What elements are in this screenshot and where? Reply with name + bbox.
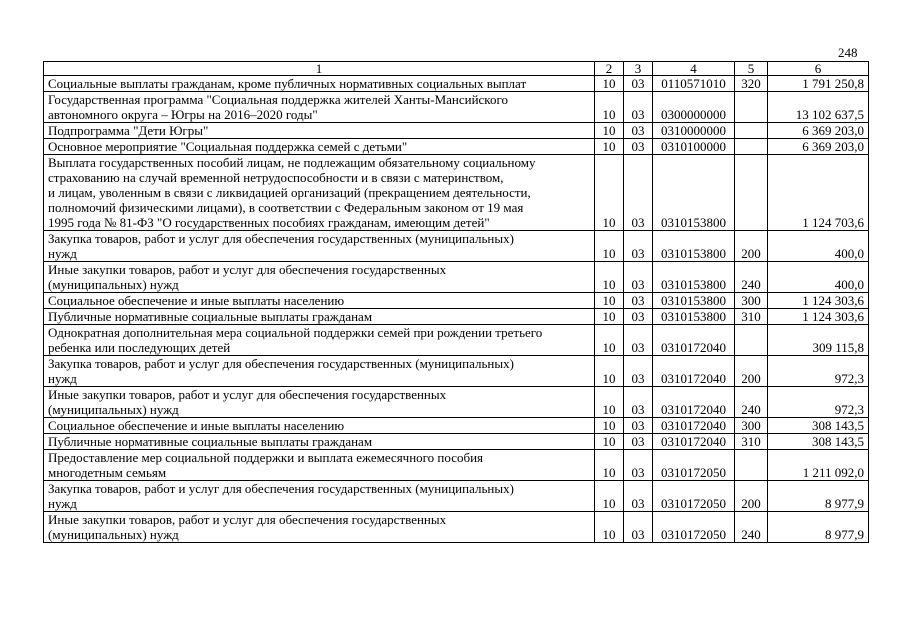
row-subsection: 03 [624,512,653,543]
row-name: Социальное обеспечение и иные выплаты населению [44,293,595,309]
row-expense-type: 300 [735,418,768,434]
row-section: 10 [595,356,624,387]
table-row [44,262,869,293]
row-expense-type [735,450,768,481]
row-expense-type: 310 [735,309,768,325]
row-subsection: 03 [624,387,653,418]
row-target-code: 0310172040 [653,418,735,434]
header-col-2: 2 [595,62,624,76]
row-expense-type: 200 [735,481,768,512]
row-target-code: 0310172050 [653,450,735,481]
row-section: 10 [595,123,624,139]
row-amount: 1 211 092,0 [768,450,869,481]
row-amount: 6 369 203,0 [768,123,869,139]
row-target-code: 0310172050 [653,512,735,543]
row-amount: 6 369 203,0 [768,139,869,155]
row-amount: 308 143,5 [768,434,869,450]
table-row [44,76,869,92]
row-expense-type: 200 [735,356,768,387]
row-amount: 8 977,9 [768,512,869,543]
row-amount: 8 977,9 [768,481,869,512]
row-amount: 1 791 250,8 [768,76,869,92]
row-target-code: 0310153800 [653,293,735,309]
row-name: Социальные выплаты гражданам, кроме публичных нормативных социальных выплат [44,76,595,92]
row-target-code: 0300000000 [653,92,735,123]
table-row [44,309,869,325]
row-expense-type [735,155,768,231]
row-section: 10 [595,512,624,543]
row-target-code: 0310172040 [653,434,735,450]
row-subsection: 03 [624,123,653,139]
row-name: Предоставление мер социальной поддержки и выплата ежемесячного пособия многодетным семьям [44,450,595,481]
row-expense-type [735,325,768,356]
row-target-code: 0310000000 [653,123,735,139]
row-expense-type: 310 [735,434,768,450]
row-name: Подпрограмма "Дети Югры" [44,123,595,139]
row-target-code: 0310153800 [653,155,735,231]
table-row [44,512,869,543]
row-target-code: 0110571010 [653,76,735,92]
row-section: 10 [595,325,624,356]
row-section: 10 [595,92,624,123]
row-expense-type [735,123,768,139]
row-amount: 972,3 [768,387,869,418]
row-target-code: 0310153800 [653,262,735,293]
row-subsection: 03 [624,293,653,309]
row-section: 10 [595,481,624,512]
row-subsection: 03 [624,356,653,387]
table-row [44,434,869,450]
table-row [44,481,869,512]
header-col-4: 4 [653,62,735,76]
row-amount: 400,0 [768,262,869,293]
row-subsection: 03 [624,76,653,92]
row-subsection: 03 [624,262,653,293]
row-section: 10 [595,293,624,309]
row-subsection: 03 [624,139,653,155]
row-section: 10 [595,139,624,155]
table-row [44,231,869,262]
row-section: 10 [595,76,624,92]
row-subsection: 03 [624,325,653,356]
row-subsection: 03 [624,481,653,512]
row-amount: 1 124 703,6 [768,155,869,231]
row-section: 10 [595,434,624,450]
row-section: 10 [595,450,624,481]
header-col-6: 6 [768,62,869,76]
row-section: 10 [595,155,624,231]
row-name: Публичные нормативные социальные выплаты гражданам [44,309,595,325]
row-expense-type [735,139,768,155]
row-section: 10 [595,309,624,325]
row-section: 10 [595,262,624,293]
row-expense-type: 200 [735,231,768,262]
table-row [44,356,869,387]
budget-table [43,61,869,543]
row-amount: 308 143,5 [768,418,869,434]
row-section: 10 [595,231,624,262]
row-subsection: 03 [624,450,653,481]
table-body [44,62,869,543]
row-target-code: 0310153800 [653,231,735,262]
row-name: Иные закупки товаров, работ и услуг для обеспечения государственных (муниципальных) нужд [44,512,595,543]
row-name: Закупка товаров, работ и услуг для обеспечения государственных (муниципальных) нужд [44,356,595,387]
row-amount: 972,3 [768,356,869,387]
row-target-code: 0310100000 [653,139,735,155]
table-row [44,387,869,418]
row-amount: 1 124 303,6 [768,293,869,309]
row-name: Однократная дополнительная мера социальной поддержки семей при рождении третьего ребенка или последующих детей [44,325,595,356]
row-subsection: 03 [624,309,653,325]
row-name: Государственная программа "Социальная поддержка жителей Ханты-Мансийского автономного округа – Югры на 2016–2020 годы" [44,92,595,123]
row-name: Иные закупки товаров, работ и услуг для обеспечения государственных (муниципальных) нужд [44,262,595,293]
row-target-code: 0310172040 [653,325,735,356]
row-expense-type [735,92,768,123]
row-name: Закупка товаров, работ и услуг для обеспечения государственных (муниципальных) нужд [44,481,595,512]
row-subsection: 03 [624,434,653,450]
table-row [44,92,869,123]
header-col-5: 5 [735,62,768,76]
row-expense-type: 240 [735,262,768,293]
row-subsection: 03 [624,155,653,231]
row-expense-type: 240 [735,387,768,418]
row-name: Выплата государственных пособий лицам, не подлежащим обязательному социальному страхованию на случай временной нетрудоспособности и в связи с материнством, и лицам, уволенным в связи с ликвидацией организаций (прекращением деятельности, полномочий физическими лицами), в соответствии с Федеральным законом от 19 мая 1995 года № 81-ФЗ "О государственных пособиях гражданам, имеющим детей" [44,155,595,231]
header-row [44,62,869,76]
row-expense-type: 320 [735,76,768,92]
table-row [44,123,869,139]
row-expense-type: 300 [735,293,768,309]
row-name: Публичные нормативные социальные выплаты гражданам [44,434,595,450]
header-col-3: 3 [624,62,653,76]
row-target-code: 0310172040 [653,356,735,387]
row-target-code: 0310172050 [653,481,735,512]
row-subsection: 03 [624,418,653,434]
row-subsection: 03 [624,231,653,262]
row-amount: 400,0 [768,231,869,262]
table-row [44,155,869,231]
row-subsection: 03 [624,92,653,123]
row-amount: 13 102 637,5 [768,92,869,123]
row-name: Иные закупки товаров, работ и услуг для обеспечения государственных (муниципальных) нужд [44,387,595,418]
row-name: Социальное обеспечение и иные выплаты населению [44,418,595,434]
row-target-code: 0310172040 [653,387,735,418]
row-section: 10 [595,418,624,434]
row-amount: 1 124 303,6 [768,309,869,325]
header-col-1: 1 [44,62,595,76]
row-name: Закупка товаров, работ и услуг для обеспечения государственных (муниципальных) нужд [44,231,595,262]
table-row [44,418,869,434]
page-number: 248 [838,45,858,60]
table-row [44,450,869,481]
row-name: Основное мероприятие "Социальная поддержка семей с детьми" [44,139,595,155]
row-section: 10 [595,387,624,418]
row-target-code: 0310153800 [653,309,735,325]
table-row [44,139,869,155]
table-row [44,325,869,356]
table-row [44,293,869,309]
row-expense-type: 240 [735,512,768,543]
row-amount: 309 115,8 [768,325,869,356]
